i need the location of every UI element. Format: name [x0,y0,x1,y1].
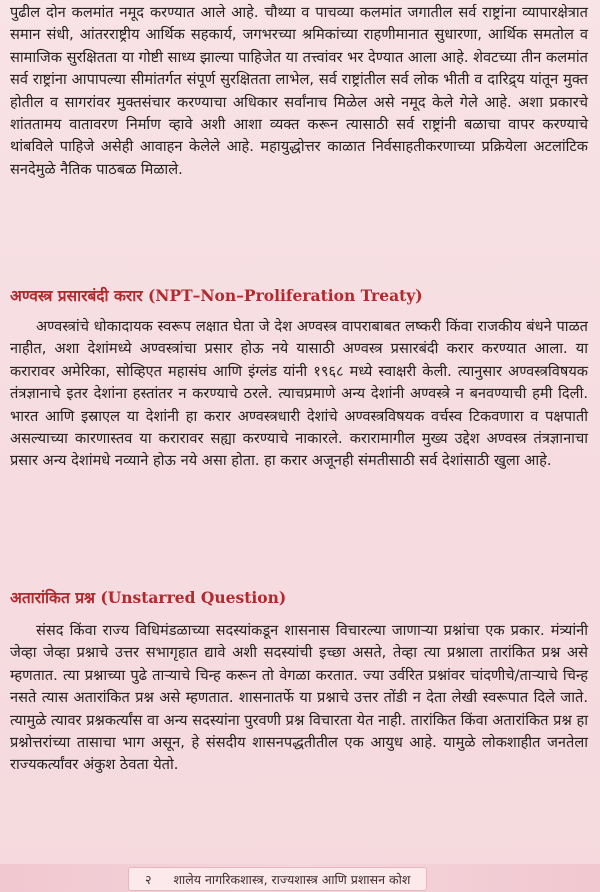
npt-section-body: अण्वस्त्रांचे धोकादायक स्वरूप लक्षात घेता जे देश अण्वस्त्र वापराबाबत लष्करी किंवा राजकीय बंधने पाळत नाहीत, अशा देशांमध्ये अण्वस्त्रांचा प्रसार होऊ नये यासाठी अण्वस्त्र प्रसारबंदी करार करण्यात आला. या करारावर अमेरिका, सोव्हिएत महासंघ आणि इंग्लंड यांनी १९६८ मध्ये स्वाक्षरी केली. त्यानुसार अण्वस्त्रविषयक तंत्रज्ञानाचे इतर देशांना हस्तांतर न करण्याचे ठरले. त्याचप्रमाणे अन्य देशांनी अण्वस्त्रे न बनवण्याची हमी दिली. भारत आणि इस्राएल या देशांनी हा करार अण्वस्त्रधारी देशांचे अण्वस्त्रविषयक वर्चस्व टिकवणारा व पक्षपाती असल्याच्या कारणास्तव या करारावर सह्या करण्याचे नाकारले. करारामागील मुख्य उद्देश अण्वस्त्र तंत्रज्ञानाचा प्रसार अन्य देशांमधे नव्याने होऊ नये असा होता. हा करार अजूनही संमतीसाठी सर्व देशांसाठी खुला आहे. [10,318,588,470]
page-footer [0,864,600,892]
page-number: २ [145,871,152,887]
intro-paragraph: पुढील दोन कलमांत नमूद करण्यात आले आहे. चौथ्या व पाचव्या कलमांत जगातील सर्व राष्ट्रांना व्यापारक्षेत्रात समान संधी, आंतरराष्ट्रीय आर्थिक सहकार्य, जगभरच्या श्रमिकांच्या राहणीमानात सुधारणा, आर्थिक समतोल व सामाजिक सुरक्षितता या गोष्टी साध्य झाल्या पाहिजेत या तत्त्वांवर भर देण्यात आला आहे. शेवटच्या तीन कलमांत सर्व राष्ट्रांना आपापल्या सीमांतर्गत संपूर्ण सुरक्षितता लाभेल, सर्व राष्ट्रांतील सर्व लोक भीती व दारिद्र्य यांतून मुक्त होतील व सागरांवर मुक्तसंचार करण्याचा अधिकार सर्वांनाच मिळेल असे नमूद केले गेले आहे. अशा प्रकारचे शांततामय वातावरण निर्माण व्हावे अशी आशा व्यक्त करून त्यासाठी सर्व राष्ट्रांनी बळाचा वापर करण्याचे थांबविले पाहिजे असेही आवाहन केलेले आहे. महायुद्धोत्तर काळात निर्वसाहतीकरणाच्या प्रक्रियेला अटलांटिक सनदेमुळे नैतिक पाठबळ मिळाले. [10,4,588,178]
unstarred-question-heading: अतारांकित प्रश्न (Unstarred Question) [10,588,287,607]
footer-label [128,867,427,891]
book-title: शालेय नागरिकशास्त्र, राज्यशास्त्र आणि प्रशासन कोश [173,871,411,887]
npt-section-heading: अण्वस्त्र प्रसारबंदी करार (NPT–Non–Proliferation Treaty) [10,286,423,305]
unstarred-question-body: संसद किंवा राज्य विधिमंडळाच्या सदस्यांकडून शासनास विचारल्या जाणाऱ्या प्रश्नांचा एक प्रकार. मंत्र्यांनी जेव्हा जेव्हा प्रश्नाचे उत्तर सभागृहात द्यावे अशी सदस्यांची इच्छा असते, तेव्हा त्या प्रश्नाला तारांकित प्रश्न असे म्हणतात. त्या प्रश्नाच्या पुढे ताऱ्याचे चिन्ह करून तो वेगळा करतात. ज्या उर्वरित प्रश्नांवर चांदणीचे/ताऱ्याचे चिन्ह नसते त्यास अतारांकित प्रश्न असे म्हणतात. शासनातर्फे या प्रश्नाचे उत्तर तोंडी न देता लेखी स्वरूपात दिले जाते. त्यामुळे त्यावर प्रश्नकर्त्यांस वा अन्य सदस्यांना पुरवणी प्रश्न विचारता येत नाही. तारांकित किंवा अतारांकित प्रश्न हा प्रश्नोत्तरांच्या तासाचा भाग असून, हे संसदीय शासनपद्धतीतील एक आयुध आहे. यामुळे लोकशाहीत जनतेला राज्यकर्त्यांवर अंकुश ठेवता येतो. [10,622,588,774]
